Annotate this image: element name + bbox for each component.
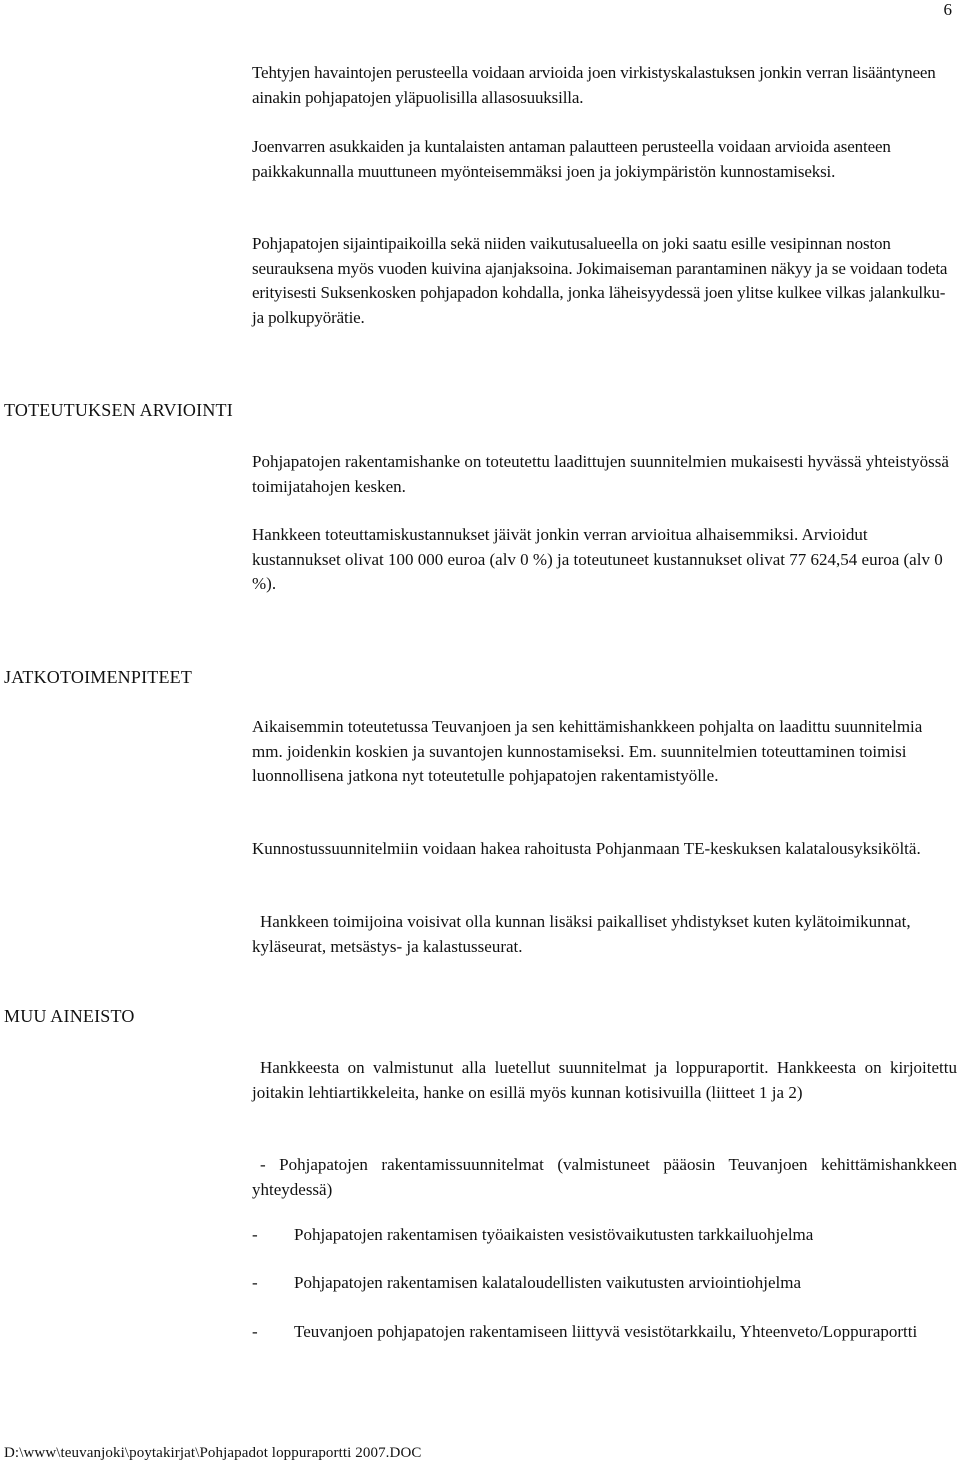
paragraph-loppuraportit: Hankkeesta on valmistunut alla luetellut suunnitelmat ja loppuraportit. Hankkeesta on kirjoitettu joitakin lehtiartikkeleita, hanke on esillä myös kunnan kotisivuilla (liitteet 1 ja 2) bbox=[252, 1058, 957, 1102]
paragraph-jokimaisema: Pohjapatojen sijaintipaikoilla sekä niiden vaikutusalueella on joki saatu esille vesipinnan noston seurauksena myös vuoden kuivina ajanjaksoina. Jokimaiseman parantaminen näkyy ja se voidaan todeta erityisesti Suksenkosken pohjapadon kohdalla, jonka läheisyydessä joen ylitse kulkee vilkas jalankulku- ja polkupyörätie. bbox=[252, 234, 948, 327]
list-dash: - bbox=[252, 1225, 258, 1244]
paragraph-suunnitelmat: Aikaisemmin toteutetussa Teuvanjoen ja sen kehittämishankkeen pohjalta on laadittu suunnitelmia mm. joidenkin koskien ja suvantojen kunnostamiseksi. Em. suunnitelmien toteuttaminen toimisi luonnollisena jatkona nyt toteutetulle pohjapatojen rakentamistyölle. bbox=[252, 717, 923, 785]
list-item-text: Pohjapatojen rakentamisen työaikaisten vesistövaikutusten tarkkailuohjelma bbox=[294, 1225, 814, 1244]
list-dash: - bbox=[252, 1273, 258, 1292]
heading-jatkotoimenpiteet: JATKOTOIMENPITEET bbox=[4, 667, 193, 687]
list-dash: - bbox=[252, 1322, 258, 1341]
list-item-rakentamissuunnitelmat: - Pohjapatojen rakentamissuunnitelmat (valmistuneet pääosin Teuvanjoen kehittämishankkeen yhteydessä) bbox=[252, 1155, 957, 1199]
paragraph-kustannukset: Hankkeen toteuttamiskustannukset jäivät jonkin verran arvioitua alhaisemmiksi. Arvioidut kustannukset olivat 100 000 euroa (alv 0 %) ja toteutuneet kustannukset olivat 77 624,54 euroa (alv 0 %). bbox=[252, 525, 943, 593]
list-item-text: Teuvanjoen pohjapatojen rakentamiseen liittyvä vesistötarkkailu, Yhteenveto/Loppuraportti bbox=[294, 1322, 918, 1341]
paragraph-toimijat: Hankkeen toimijoina voisivat olla kunnan lisäksi paikalliset yhdistykset kuten kylätoimikunnat, kyläseurat, metsästys- ja kalastusseurat. bbox=[252, 912, 911, 956]
paragraph-virkistyskalastus: Tehtyjen havaintojen perusteella voidaan arvioida joen virkistyskalastuksen jonkin verran lisääntyneen ainakin pohjapatojen yläpuolisilla allasosuuksilla. bbox=[252, 63, 936, 107]
heading-toteutuksen-arviointi: TOTEUTUKSEN ARVIOINTI bbox=[4, 400, 233, 420]
paragraph-palaute: Joenvarren asukkaiden ja kuntalaisten antaman palautteen perusteella voidaan arvioida asenteen paikkakunnalla muuttuneen myönteisemmäksi joen ja jokiympäristön kunnostamiseksi. bbox=[252, 137, 891, 181]
paragraph-rahoitus: Kunnostussuunnitelmiin voidaan hakea rahoitusta Pohjanmaan TE-keskuksen kalatalousyksiköltä. bbox=[252, 839, 921, 858]
paragraph-rakentamishanke: Pohjapatojen rakentamishanke on toteutettu laadittujen suunnitelmien mukaisesti hyvässä yhteistyössä toimijatahojen kesken. bbox=[252, 452, 949, 496]
list-item-text: Pohjapatojen rakentamisen kalataloudellisten vaikutusten arviointiohjelma bbox=[294, 1273, 802, 1292]
heading-muu-aineisto: MUU AINEISTO bbox=[4, 1006, 135, 1026]
page-number: 6 bbox=[943, 0, 952, 19]
footer-file-path: D:\www\teuvanjoki\poytakirjat\Pohjapadot loppuraportti 2007.DOC bbox=[4, 1445, 422, 1461]
